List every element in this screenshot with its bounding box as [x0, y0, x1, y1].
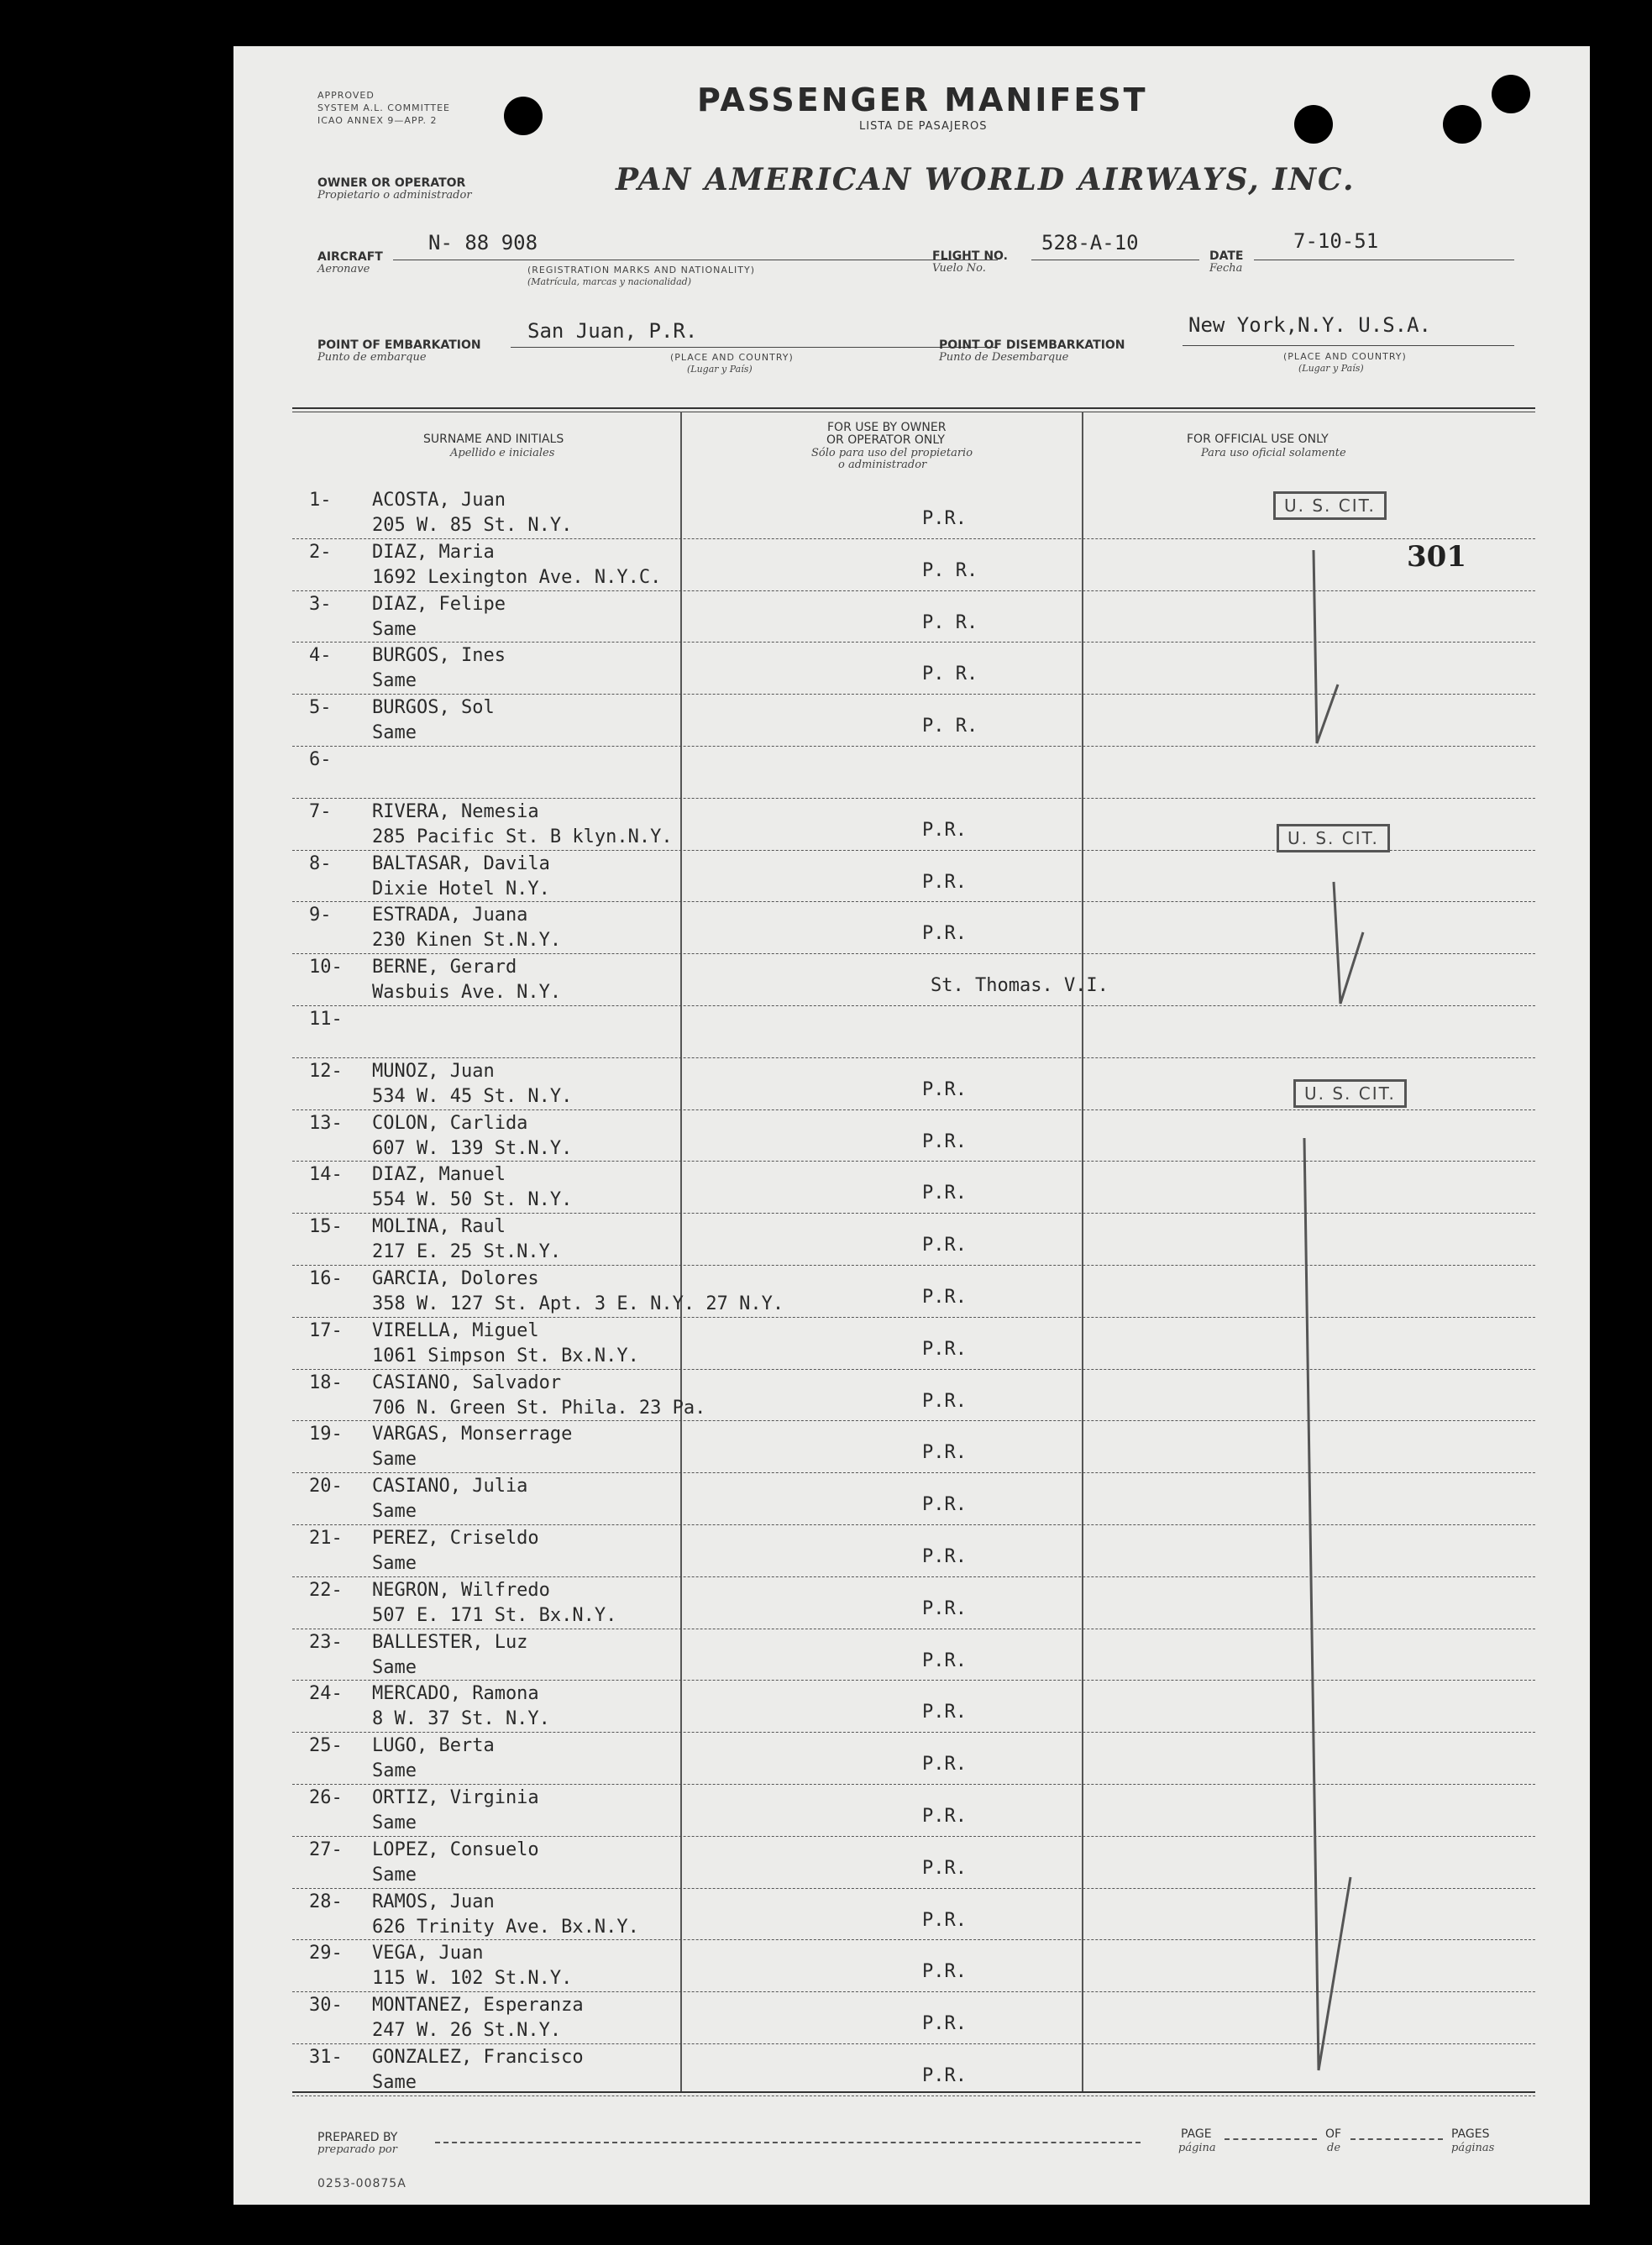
row-number: 21-	[309, 1528, 343, 1549]
passenger-name: VEGA, Juan	[372, 1943, 484, 1964]
pages-label-es: páginas	[1451, 2142, 1495, 2154]
passenger-name: MONTANEZ, Esperanza	[372, 1995, 584, 2017]
operator-use-cell: P.R.	[922, 1909, 967, 1931]
aircraft-value: N- 88 908	[428, 231, 538, 254]
check-mark	[1314, 550, 1338, 743]
passenger-address: 534 W. 45 St. N.Y.	[372, 1085, 573, 1107]
row-number: 6-	[309, 749, 332, 770]
passenger-address: 217 E. 25 St.N.Y.	[372, 1241, 562, 1263]
flight-value: 528-A-10	[1041, 231, 1139, 254]
passenger-name: CASIANO, Julia	[372, 1476, 528, 1498]
page-label: PAGE	[1181, 2127, 1212, 2141]
operator-use-cell: P.R.	[922, 2065, 967, 2086]
passenger-address: Same	[372, 1449, 417, 1471]
disembark-place-note: (PLACE AND COUNTRY)	[1283, 351, 1407, 362]
passenger-address: Wasbuis Ave. N.Y.	[372, 982, 562, 1004]
approval-line-2: SYSTEM A.L. COMMITTEE	[317, 102, 451, 113]
row-number: 2-	[309, 541, 332, 563]
row-number: 14-	[309, 1164, 343, 1186]
of-label: OF	[1325, 2127, 1342, 2141]
col1-header-es: Apellido e iniciales	[450, 447, 555, 459]
passenger-address: 626 Trinity Ave. Bx.N.Y.	[372, 1916, 639, 1938]
approval-line-3: ICAO ANNEX 9—APP. 2	[317, 115, 438, 126]
operator-use-cell: P.R.	[922, 2013, 967, 2035]
embark-place-note-es: (Lugar y País)	[687, 364, 753, 375]
row-number: 7-	[309, 800, 332, 822]
operator-use-cell: P.R.	[922, 1650, 967, 1671]
row-number: 26-	[309, 1787, 343, 1808]
passenger-address: 1061 Simpson St. Bx.N.Y.	[372, 1345, 639, 1366]
operator-use-cell: P.R.	[922, 1235, 967, 1256]
handwritten-number: 301	[1407, 540, 1466, 574]
col3-header-es: Para uso oficial solamente	[1201, 447, 1346, 459]
row-number: 3-	[309, 593, 332, 615]
manifest-sheet	[233, 46, 1590, 2205]
operator-use-cell: P.R.	[922, 1338, 967, 1360]
col2-header-es-1: Sólo para uso del propietario	[811, 447, 973, 459]
passenger-name: RAMOS, Juan	[372, 1891, 495, 1912]
us-citizen-stamp: U. S. CIT.	[1293, 1079, 1407, 1108]
operator-use-cell: P. R.	[922, 664, 978, 685]
passenger-name: ACOSTA, Juan	[372, 490, 506, 511]
page-line	[1225, 2138, 1317, 2140]
passenger-address: Same	[372, 1760, 417, 1782]
passenger-name: MOLINA, Raul	[372, 1216, 506, 1238]
passenger-name: BERNE, Gerard	[372, 957, 517, 978]
row-number: 1-	[309, 490, 332, 511]
row-number: 4-	[309, 645, 332, 667]
passenger-name: DIAZ, Felipe	[372, 593, 506, 615]
operator-use-cell: P.R.	[922, 871, 967, 893]
passenger-name: GARCIA, Dolores	[372, 1268, 539, 1289]
flight-label-es: Vuelo No.	[932, 262, 986, 275]
of-line	[1350, 2138, 1443, 2140]
passenger-address: 285 Pacific St. B klyn.N.Y.	[372, 826, 673, 847]
passenger-address: 205 W. 85 St. N.Y.	[372, 515, 573, 536]
passenger-address: 507 E. 171 St. Bx.N.Y.	[372, 1604, 617, 1626]
check-mark	[1334, 882, 1363, 1004]
passenger-name: GONZALEZ, Francisco	[372, 2047, 584, 2068]
disembark-value: New York,N.Y. U.S.A.	[1188, 313, 1431, 337]
passenger-name: CASIANO, Salvador	[372, 1372, 562, 1393]
row-number: 16-	[309, 1268, 343, 1289]
col2-header-2: OR OPERATOR ONLY	[826, 433, 945, 447]
operator-use-cell: P.R.	[922, 1078, 967, 1100]
passenger-name: DIAZ, Maria	[372, 541, 495, 563]
passenger-address: Same	[372, 1501, 417, 1523]
col2-header-es-2: o administrador	[838, 459, 927, 471]
owner-label-es: Propietario o administrador	[317, 189, 472, 202]
passenger-name: BALTASAR, Davila	[372, 852, 550, 874]
operator-use-cell: P.R.	[922, 1702, 967, 1723]
operator-use-cell: P.R.	[922, 508, 967, 529]
passenger-address: Same	[372, 1812, 417, 1833]
passenger-name: PEREZ, Criseldo	[372, 1528, 539, 1549]
row-number: 22-	[309, 1579, 343, 1601]
col3-header: FOR OFFICIAL USE ONLY	[1187, 433, 1329, 446]
passenger-address: 358 W. 127 St. Apt. 3 E. N.Y. 27 N.Y.	[372, 1293, 784, 1314]
row-number: 31-	[309, 2047, 343, 2068]
check-mark-marks	[233, 46, 1590, 2205]
passenger-name: BURGOS, Sol	[372, 697, 495, 719]
row-number: 5-	[309, 697, 332, 719]
passenger-name: ESTRADA, Juana	[372, 905, 528, 926]
row-number: 24-	[309, 1683, 343, 1705]
row-number: 28-	[309, 1891, 343, 1912]
registration-note-es: (Matrícula, marcas y nacionalidad)	[527, 276, 691, 287]
registration-note: (REGISTRATION MARKS AND NATIONALITY)	[527, 265, 756, 275]
pages-label: PAGES	[1451, 2127, 1490, 2141]
prepared-label-es: preparado por	[317, 2143, 397, 2156]
passenger-name: BALLESTER, Luz	[372, 1631, 528, 1653]
row-number: 23-	[309, 1631, 343, 1653]
row-number: 9-	[309, 905, 332, 926]
passenger-address: Same	[372, 2072, 417, 2093]
passenger-address: Same	[372, 1656, 417, 1678]
row-number: 19-	[309, 1424, 343, 1445]
row-number: 25-	[309, 1735, 343, 1757]
flight-label: FLIGHT NO.	[932, 249, 1008, 263]
form-title: PASSENGER MANIFEST	[697, 81, 1148, 118]
prepared-line	[435, 2142, 1141, 2143]
row-number: 18-	[309, 1372, 343, 1393]
operator-use-cell: P.R.	[922, 819, 967, 841]
passenger-name: NEGRON, Wilfredo	[372, 1579, 550, 1601]
operator-use-cell: P.R.	[922, 1961, 967, 1983]
operator-use-cell: P.R.	[922, 1806, 967, 1827]
passenger-name: LUGO, Berta	[372, 1735, 495, 1757]
aircraft-label: AIRCRAFT	[317, 250, 383, 264]
page-label-es: página	[1178, 2142, 1216, 2154]
operator-use-cell: P.R.	[922, 1754, 967, 1776]
col1-header: SURNAME AND INITIALS	[423, 433, 564, 446]
disembark-label: POINT OF DISEMBARKATION	[939, 338, 1125, 352]
operator-use-cell: P.R.	[922, 1494, 967, 1516]
approval-line-1: APPROVED	[317, 90, 375, 101]
row-number: 10-	[309, 957, 343, 978]
operator-use-cell: P.R.	[922, 1390, 967, 1412]
embark-label: POINT OF EMBARKATION	[317, 338, 481, 352]
row-number: 30-	[309, 1995, 343, 2017]
owner-label: OWNER OR OPERATOR	[317, 176, 466, 190]
passenger-address: Same	[372, 1864, 417, 1886]
passenger-address: 247 W. 26 St.N.Y.	[372, 2020, 562, 2042]
passenger-address: 607 W. 139 St.N.Y.	[372, 1137, 573, 1159]
row-number: 20-	[309, 1476, 343, 1498]
passenger-name: ORTIZ, Virginia	[372, 1787, 539, 1808]
us-citizen-stamp: U. S. CIT.	[1277, 824, 1390, 852]
passenger-address: 8 W. 37 St. N.Y.	[372, 1708, 550, 1730]
check-mark	[1304, 1138, 1350, 2070]
operator-use-cell: P.R.	[922, 1287, 967, 1308]
form-title-es: LISTA DE PASAJEROS	[859, 120, 988, 133]
passenger-address: Same	[372, 670, 417, 692]
passenger-name: MUNOZ, Juan	[372, 1060, 495, 1082]
embark-value: San Juan, P.R.	[527, 319, 698, 343]
row-number: 12-	[309, 1060, 343, 1082]
passenger-address: 554 W. 50 St. N.Y.	[372, 1189, 573, 1211]
us-citizen-stamp: U. S. CIT.	[1273, 491, 1387, 520]
row-number: 17-	[309, 1319, 343, 1341]
passenger-name: DIAZ, Manuel	[372, 1164, 506, 1186]
operator-use-cell: P.R.	[922, 1857, 967, 1879]
form-number: 0253-00875A	[317, 2177, 406, 2190]
prepared-label: PREPARED BY	[317, 2131, 398, 2144]
embark-place-note: (PLACE AND COUNTRY)	[670, 352, 794, 363]
passenger-name: MERCADO, Ramona	[372, 1683, 539, 1705]
of-label-es: de	[1327, 2142, 1341, 2154]
row-number: 11-	[309, 1009, 343, 1030]
date-label-es: Fecha	[1209, 262, 1243, 275]
passenger-name: VARGAS, Monserrage	[372, 1424, 573, 1445]
passenger-address: 1692 Lexington Ave. N.Y.C.	[372, 566, 662, 588]
row-number: 13-	[309, 1112, 343, 1134]
owner-value: PAN AMERICAN WORLD AIRWAYS, INC.	[616, 162, 1356, 197]
passenger-address: 115 W. 102 St.N.Y.	[372, 1968, 573, 1990]
passenger-address: 706 N. Green St. Phila. 23 Pa.	[372, 1397, 706, 1419]
passenger-address: Same	[372, 722, 417, 744]
operator-use-cell: St. Thomas. V.I.	[931, 975, 1109, 997]
passenger-name: BURGOS, Ines	[372, 645, 506, 667]
row-number: 29-	[309, 1943, 343, 1964]
operator-use-cell: P. R.	[922, 716, 978, 737]
aircraft-label-es: Aeronave	[317, 263, 370, 275]
operator-use-cell: P.R.	[922, 1546, 967, 1567]
embark-label-es: Punto de embarque	[317, 351, 427, 364]
operator-use-cell: P.R.	[922, 1130, 967, 1152]
operator-use-cell: P.R.	[922, 1183, 967, 1204]
operator-use-cell: P.R.	[922, 1597, 967, 1619]
passenger-name: COLON, Carlida	[372, 1112, 528, 1134]
operator-use-cell: P.R.	[922, 1442, 967, 1464]
disembark-place-note-es: (Lugar y País)	[1298, 363, 1364, 374]
col2-header-1: FOR USE BY OWNER	[827, 421, 947, 434]
row-number: 27-	[309, 1838, 343, 1860]
disembark-label-es: Punto de Desembarque	[939, 351, 1069, 364]
passenger-name: RIVERA, Nemesia	[372, 800, 539, 822]
passenger-address: 230 Kinen St.N.Y.	[372, 930, 562, 952]
row-number: 15-	[309, 1216, 343, 1238]
row-number: 8-	[309, 852, 332, 874]
date-label: DATE	[1209, 249, 1244, 263]
passenger-name: LOPEZ, Consuelo	[372, 1838, 539, 1860]
operator-use-cell: P. R.	[922, 559, 978, 581]
passenger-address: Same	[372, 1553, 417, 1574]
passenger-address: Dixie Hotel N.Y.	[372, 878, 550, 900]
passenger-address: Same	[372, 618, 417, 640]
operator-use-cell: P. R.	[922, 611, 978, 633]
operator-use-cell: P.R.	[922, 923, 967, 945]
passenger-name: VIRELLA, Miguel	[372, 1319, 539, 1341]
date-value: 7-10-51	[1293, 229, 1379, 253]
